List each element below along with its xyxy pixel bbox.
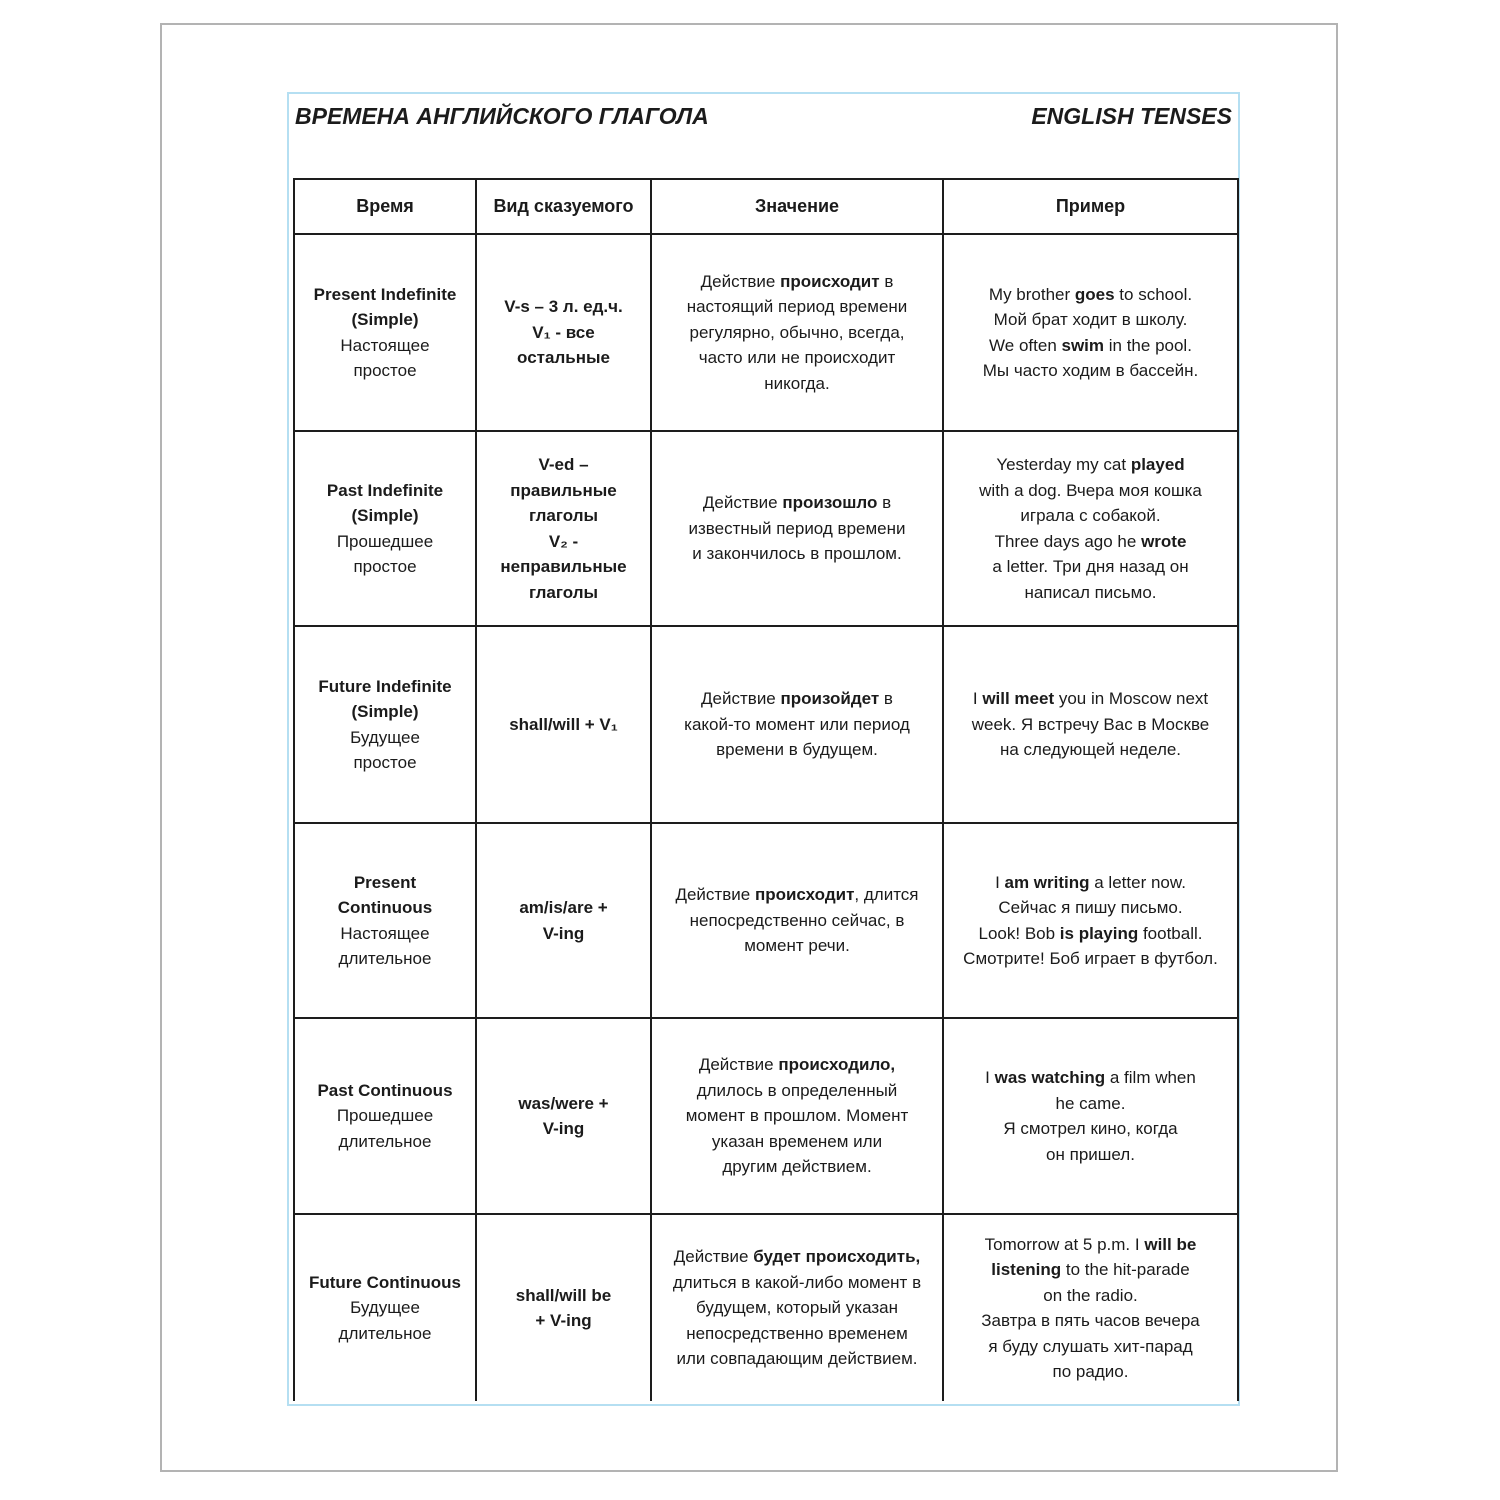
tense-name-english: Present Continuous bbox=[337, 872, 433, 917]
header-meaning: Значение bbox=[651, 179, 943, 234]
tenses-table bbox=[293, 178, 1239, 1401]
tense-name-russian: Настоящее простое bbox=[340, 335, 430, 380]
cell-meaning: Действие произошло в известный период времени и закончилось в прошлом. bbox=[651, 431, 943, 626]
cell-meaning: Действие происходило, длилось в определенный момент в прошлом. Момент указан временем или другим действием. bbox=[651, 1018, 943, 1214]
cell-example: Tomorrow at 5 p.m. I will be listening to the hit-parade on the radio. Завтра в пять часов вечера я буду слушать хит-парад по радио. bbox=[943, 1214, 1238, 1401]
cell-predicate-form: V-ed – правильные глаголы V₂ - неправильные глаголы bbox=[476, 431, 651, 626]
cell-tense bbox=[294, 823, 476, 1018]
cell-example: My brother goes to school. Мой брат ходит в школу. We often swim in the pool. Мы часто ходим в бассейн. bbox=[943, 234, 1238, 431]
tense-name-russian: Настоящее длительное bbox=[338, 923, 432, 968]
content-frame bbox=[287, 92, 1240, 1406]
table-row-present-indefinite bbox=[294, 234, 1238, 431]
cell-predicate-form: shall/will + V₁ bbox=[476, 626, 651, 823]
cell-tense bbox=[294, 1214, 476, 1401]
table-row-future-continuous bbox=[294, 1214, 1238, 1401]
poster-title-russian: ВРЕМЕНА АНГЛИЙСКОГО ГЛАГОЛА bbox=[295, 103, 709, 129]
cell-tense bbox=[294, 234, 476, 431]
cell-predicate-form: shall/will be + V-ing bbox=[476, 1214, 651, 1401]
cell-meaning: Действие происходит в настоящий период времени регулярно, обычно, всегда, часто или не происходит никогда. bbox=[651, 234, 943, 431]
tense-name-english: Present Indefinite (Simple) bbox=[313, 284, 457, 329]
header-example: Пример bbox=[943, 179, 1238, 234]
cell-predicate-form: V-s – 3 л. ед.ч. V₁ - все остальные bbox=[476, 234, 651, 431]
tense-name-english: Past Indefinite (Simple) bbox=[326, 480, 444, 525]
cell-tense bbox=[294, 1018, 476, 1214]
tense-name-english: Past Continuous bbox=[317, 1080, 453, 1100]
poster-page bbox=[160, 23, 1338, 1472]
table-row-past-continuous bbox=[294, 1018, 1238, 1214]
tense-name-english: Future Continuous bbox=[308, 1272, 462, 1292]
cell-predicate-form: am/is/are + V-ing bbox=[476, 823, 651, 1018]
poster-title-english: ENGLISH TENSES bbox=[1031, 103, 1232, 129]
tense-name-english: Future Indefinite (Simple) bbox=[318, 676, 452, 721]
cell-example: I was watching a film when he came. Я смотрел кино, когда он пришел. bbox=[943, 1018, 1238, 1214]
tense-name-russian: Прошедшее простое bbox=[336, 531, 434, 576]
cell-tense bbox=[294, 431, 476, 626]
title-bar bbox=[289, 94, 1238, 130]
cell-tense bbox=[294, 626, 476, 823]
table-row-future-indefinite bbox=[294, 626, 1238, 823]
table-row-past-indefinite bbox=[294, 431, 1238, 626]
tense-name-russian: Будущее простое bbox=[350, 727, 420, 772]
table-row-present-continuous bbox=[294, 823, 1238, 1018]
cell-meaning: Действие будет происходить, длиться в какой-либо момент в будущем, который указан непосредственно временем или совпадающим действием. bbox=[651, 1214, 943, 1401]
tense-name-russian: Прошедшее длительное bbox=[336, 1106, 434, 1151]
cell-example: I am writing a letter now. Сейчас я пишу письмо. Look! Bob is playing football. Смотрите! Боб играет в футбол. bbox=[943, 823, 1238, 1018]
tense-name-russian: Будущее длительное bbox=[338, 1298, 432, 1343]
cell-example: Yesterday my cat played with a dog. Вчера моя кошка играла с собакой. Three days ago he wrote a letter. Три дня назад он написал письмо. bbox=[943, 431, 1238, 626]
cell-meaning: Действие произойдет в какой-то момент или период времени в будущем. bbox=[651, 626, 943, 823]
header-predicate-form: Вид сказуемого bbox=[476, 179, 651, 234]
cell-predicate-form: was/were + V-ing bbox=[476, 1018, 651, 1214]
cell-meaning: Действие происходит, длится непосредственно сейчас, в момент речи. bbox=[651, 823, 943, 1018]
header-tense: Время bbox=[294, 179, 476, 234]
header-row bbox=[294, 179, 1238, 234]
cell-example: I will meet you in Moscow next week. Я встречу Вас в Москве на следующей неделе. bbox=[943, 626, 1238, 823]
